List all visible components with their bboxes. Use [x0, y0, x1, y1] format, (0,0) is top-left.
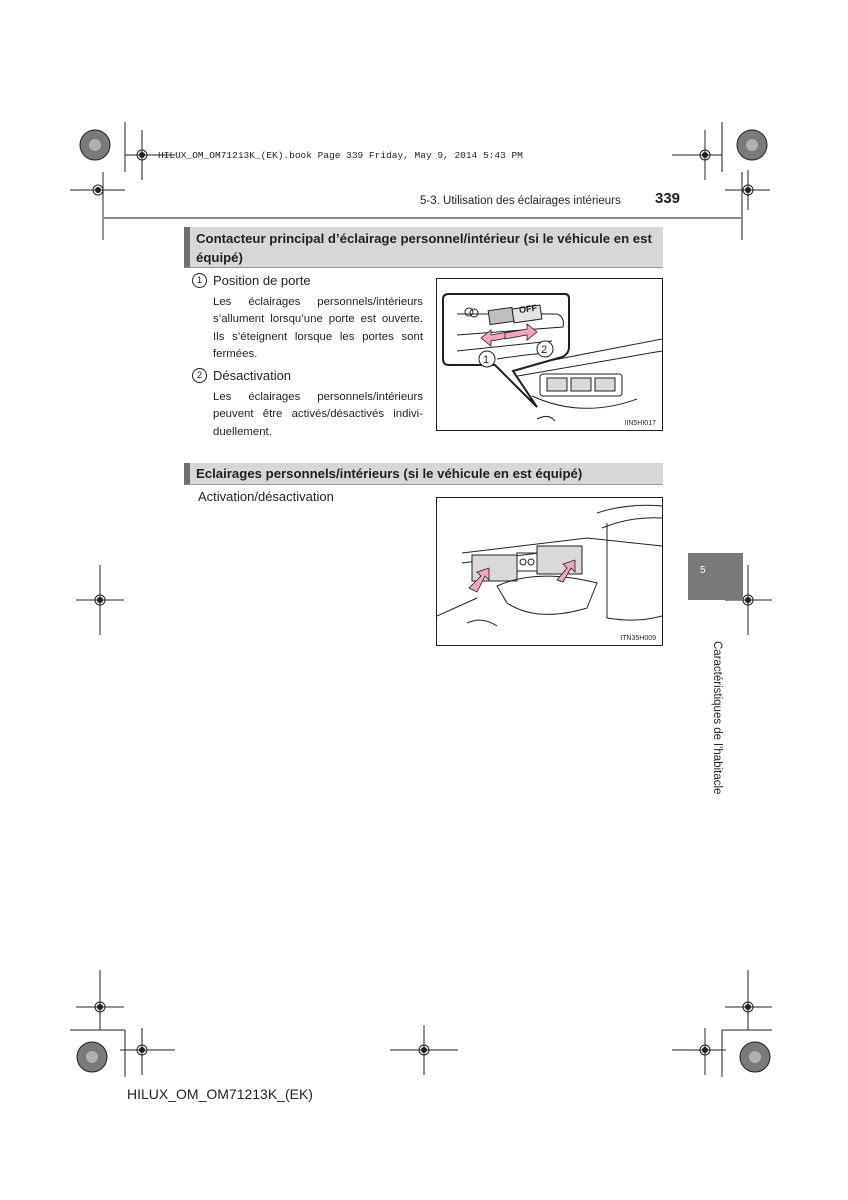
- svg-text:2: 2: [541, 344, 548, 356]
- print-info: HILUX_OM_OM71213K_(EK).book Page 339 Friday, May 9, 2014 5:43 PM: [158, 150, 523, 161]
- item-number: 1: [192, 273, 207, 288]
- item-deactivation: [192, 368, 291, 383]
- figure-personal-lights: [436, 497, 663, 646]
- section-header: 5-3. Utilisation des éclairages intérieurs: [420, 195, 621, 207]
- figure-code: ITN35H009: [620, 635, 656, 642]
- chapter-tab: [688, 553, 743, 600]
- item-description: Les éclairages personnels/intérieurs peuvent être activés/désactivés indivi-duellement.: [213, 391, 423, 438]
- item-label: Position de porte: [213, 273, 311, 288]
- activation-text: Activation/désactivation: [198, 489, 334, 504]
- footer-doc-id: HILUX_OM_OM71213K_(EK): [127, 1086, 313, 1102]
- chapter-title: Caractéristiques de l’habitacle: [711, 641, 723, 795]
- header-rule: [103, 217, 742, 219]
- item-description: Les éclairages personnels/intérieurs s’allument lorsqu’une porte est ouverte. Ils s’éteignent lorsque les portes sont fermées.: [213, 296, 423, 361]
- figure-main-switch: [436, 278, 663, 431]
- off-label: OFF: [518, 302, 538, 316]
- section-title-personal-lights: Eclairages personnels/intérieurs (si le véhicule en est équipé): [184, 463, 663, 485]
- item-label: Désactivation: [213, 368, 292, 383]
- lights-illustration: [437, 498, 662, 645]
- section-title-main-switch: Contacteur principal d’éclairage personnel/intérieur (si le véhicule en est équipé): [184, 227, 663, 268]
- switch-illustration: [437, 279, 662, 430]
- chapter-number: 5: [700, 565, 706, 576]
- svg-text:1: 1: [483, 354, 490, 366]
- item-number: 2: [192, 368, 207, 383]
- figure-code: IIN5HI017: [624, 420, 656, 427]
- page-number: 339: [655, 190, 681, 207]
- item-door-position: [192, 273, 311, 288]
